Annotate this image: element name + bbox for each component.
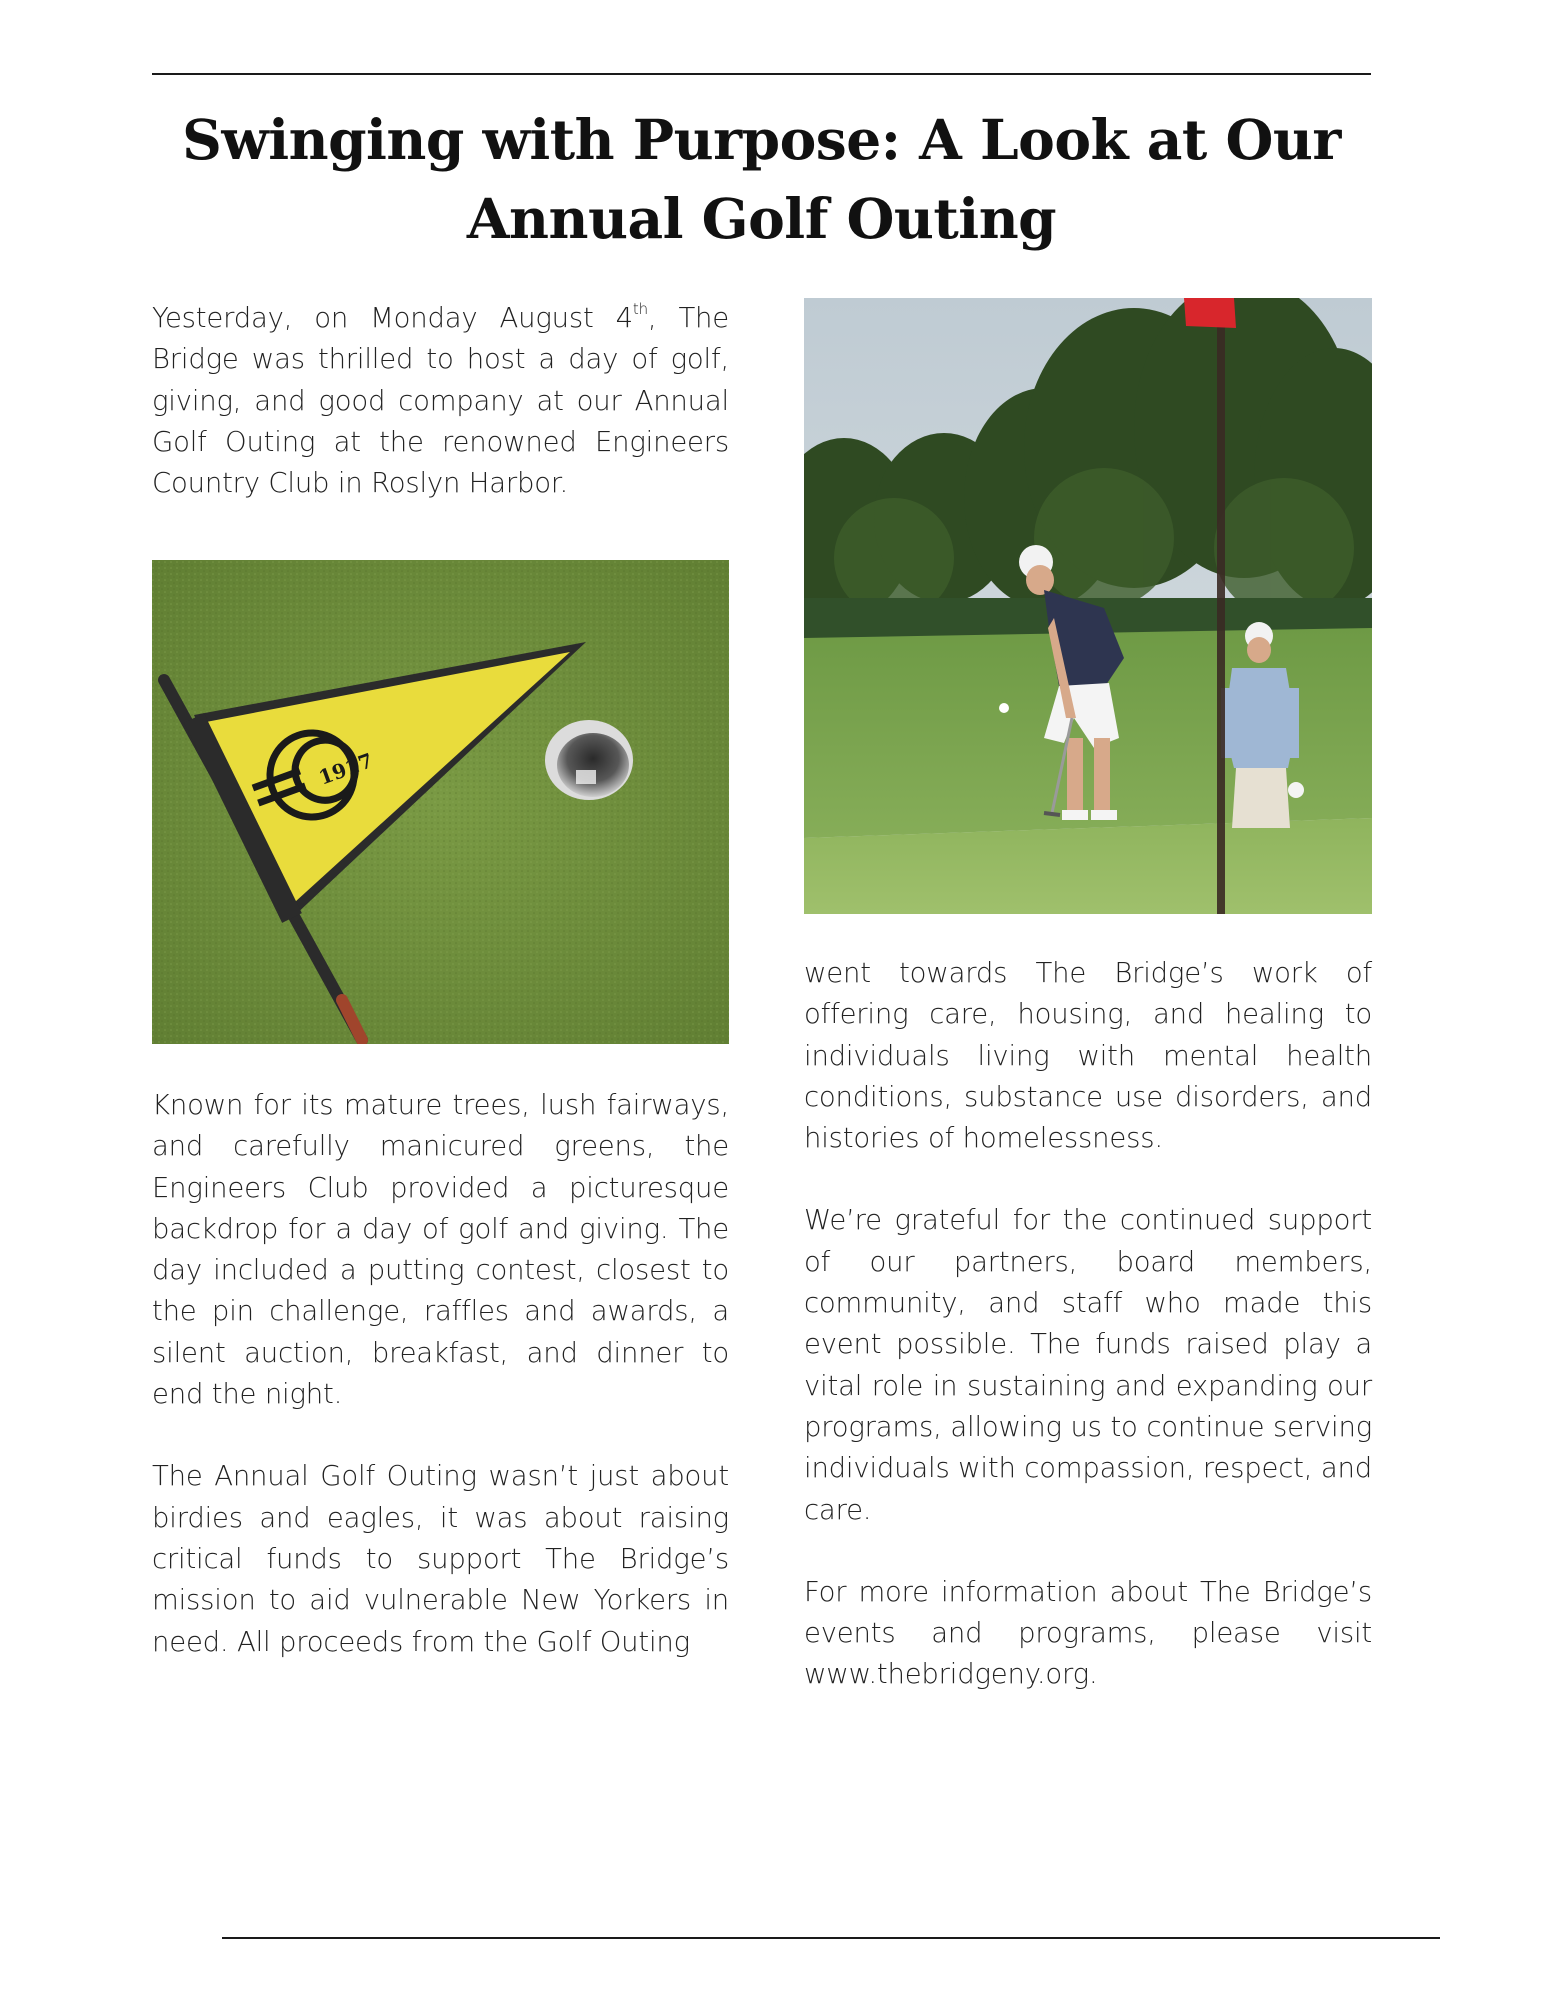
paragraph-2: Known for its mature trees, lush fairways, and carefully manicured greens, the Engineers Club provided a picturesque backdrop for a day of golf and giving. The day included a putting contest, closest to the pin challenge, raffles and awards, a silent auction, breakfast, and dinner to end the night. bbox=[152, 1089, 729, 1411]
flag-hole-illustration bbox=[152, 560, 729, 1044]
golfer-illustration bbox=[804, 298, 1372, 914]
right-column bbox=[804, 953, 1372, 1696]
golfer-photo bbox=[804, 298, 1372, 914]
top-divider bbox=[152, 73, 1371, 75]
intro-paragraph: Yesterday, on Monday August 4th, The Bridge was thrilled to host a day of golf, giving, and good company at our Annual Golf Outing at the renowned Engineers Country Club in Roslyn Harbor. bbox=[152, 300, 729, 500]
flag-hole-photo bbox=[152, 560, 729, 1044]
bottom-divider bbox=[222, 1937, 1440, 1939]
paragraph-4: We’re grateful for the continued support of our partners, board members, community, and staff who made this event possible. The funds raised play a vital role in sustaining and expanding our programs, allowing us to continue serving individuals with compassion, respect, and care. bbox=[804, 1204, 1372, 1526]
paragraph-3-continued: went towards The Bridge’s work of offering care, housing, and healing to individuals living with mental health conditions, substance use disorders, and histories of homelessness. bbox=[804, 957, 1372, 1155]
paragraph-5: For more information about The Bridge’s events and programs, please visit www.thebridgeny.org. bbox=[804, 1575, 1372, 1691]
left-column-lower bbox=[152, 1085, 729, 1663]
flag-logo-text: 1917 bbox=[315, 748, 377, 790]
paragraph-3: The Annual Golf Outing wasn’t just about birdies and eagles, it was about raising critical funds to support The Bridge’s mission to aid vulnerable New Yorkers in need. All proceeds from the Golf Outing bbox=[152, 1460, 729, 1658]
article-title: Swinging with Purpose: A Look at Our Annual Golf Outing bbox=[182, 107, 1341, 251]
left-column bbox=[152, 298, 729, 504]
